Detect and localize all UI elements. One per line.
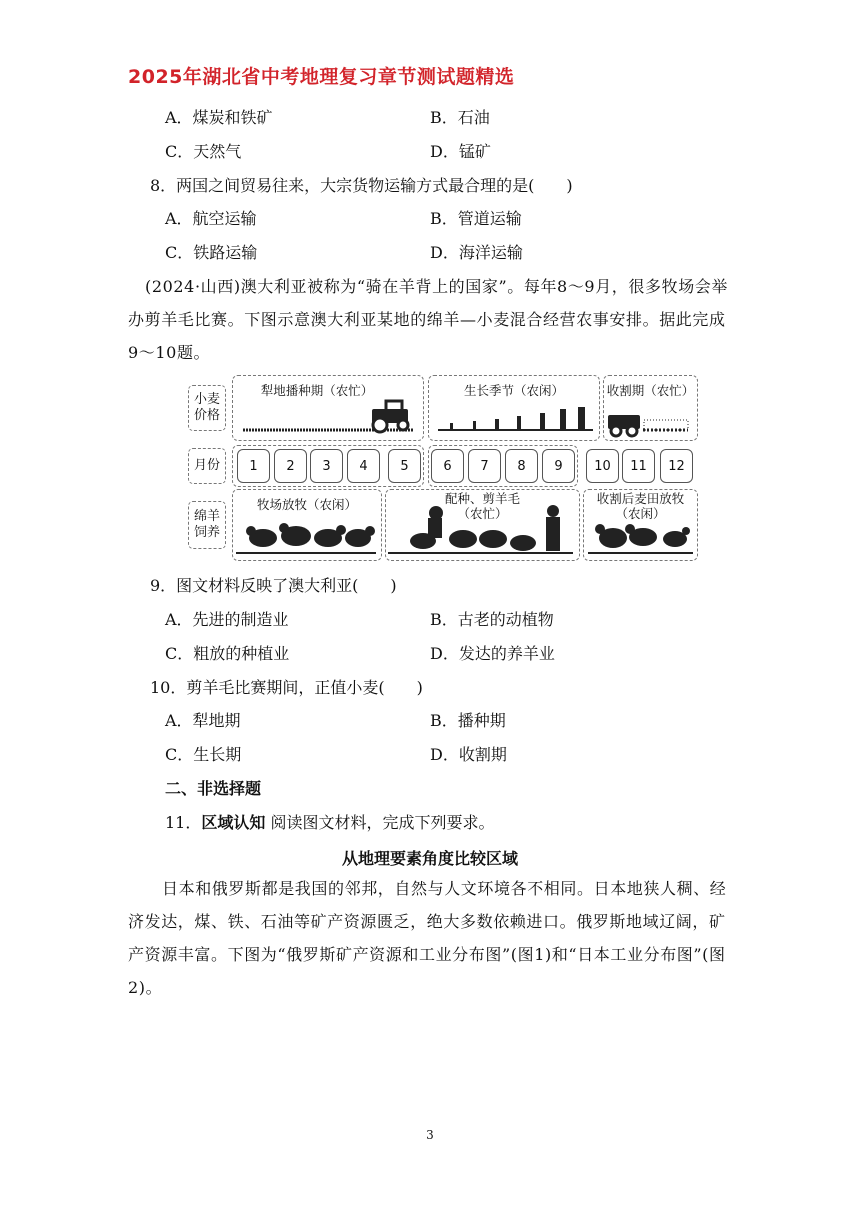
row-label-wheat: 小麦 价格: [188, 385, 226, 431]
q7-option-c[interactable]: C．天然气: [165, 142, 242, 161]
wheat-box-growing-label: 生长季节（农闲）: [463, 383, 564, 398]
q8-option-d[interactable]: D．海洋运输: [430, 243, 523, 262]
month-3: 3: [310, 449, 343, 483]
page-number: 3: [426, 1128, 434, 1142]
q10-option-d[interactable]: D．收割期: [430, 745, 507, 764]
row-label-sheep: 绵羊 饲养: [188, 501, 226, 549]
q9-stem: 9．图文材料反映了澳大利亚( ): [150, 576, 397, 595]
q7-option-b[interactable]: B．石油: [430, 108, 490, 127]
q10-option-a[interactable]: A．犁地期: [165, 711, 241, 730]
q7-option-a[interactable]: A．煤炭和铁矿: [165, 108, 273, 127]
month-12: 12: [660, 449, 693, 483]
wheat-box-plowing-label: 犁地播种期（农忙）: [260, 383, 374, 398]
farming-schedule-diagram: [188, 373, 700, 565]
q7-option-d[interactable]: D．锰矿: [430, 142, 491, 161]
material-intro: (2024·山西)澳大利亚被称为“骑在羊背上的国家”。每年8～9月，很多牧场会举办剪羊毛比赛。下图示意澳大利亚某地的绵羊—小麦混合经营农事安排。据此完成9～10题。: [128, 277, 729, 362]
q8-option-a[interactable]: A．航空运输: [165, 209, 257, 228]
reading-text: 日本和俄罗斯都是我国的邻邦，自然与人文环境各不相同。日本地狭人稠、经济发达，煤、铁、石油等矿产资源匮乏，绝大多数依赖进口。俄罗斯地域辽阔，矿产资源丰富。下图为“俄罗斯矿产资源和工业分布图”(图1)和“日本工业分布图”(图2)。: [128, 879, 727, 997]
q8-option-c[interactable]: C．铁路运输: [165, 243, 258, 262]
section-2-title: 二、非选择题: [165, 779, 262, 798]
wheat-box-harvest-label: 收割期（农忙）: [606, 383, 695, 398]
q9-option-a[interactable]: A．先进的制造业: [165, 610, 289, 629]
sheep-box-grazing-label: 牧场放牧（农闲）: [256, 497, 357, 512]
harvester-icon: [608, 415, 640, 436]
month-group-1: [232, 445, 424, 487]
q11-number: 11．: [165, 813, 202, 832]
month-9: 9: [542, 449, 575, 483]
row-label-month: 月份: [188, 448, 226, 484]
q11-tag: 区域认知: [201, 813, 266, 832]
q8-option-b[interactable]: B．管道运输: [430, 209, 522, 228]
q9-option-d[interactable]: D．发达的养羊业: [430, 644, 555, 663]
month-group-2: [428, 445, 578, 487]
sheep-box-breeding-shearing-label: 配种、剪羊毛 （农忙）: [444, 491, 520, 521]
q11-line: [165, 813, 495, 833]
q11-stem: 阅读图文材料，完成下列要求。: [270, 813, 495, 832]
q9-option-b[interactable]: B．古老的动植物: [430, 610, 554, 629]
q10-option-b[interactable]: B．播种期: [430, 711, 506, 730]
month-8: 8: [505, 449, 538, 483]
tractor-icon: [372, 401, 408, 432]
q10-option-c[interactable]: C．生长期: [165, 745, 242, 764]
sheep-box-stubble-grazing-label: 收割后麦田放牧 （农闲）: [596, 491, 685, 521]
month-11: 11: [622, 449, 655, 483]
month-10: 10: [586, 449, 619, 483]
page-header-title: 2025年湖北省中考地理复习章节测试题精选: [128, 66, 515, 88]
q10-stem: 10．剪羊毛比赛期间，正值小麦( ): [150, 678, 423, 697]
month-1: 1: [237, 449, 270, 483]
month-7: 7: [468, 449, 501, 483]
reading-title: 从地理要素角度比较区域: [341, 849, 518, 868]
q8-stem: 8．两国之间贸易往来，大宗货物运输方式最合理的是( ): [150, 176, 573, 195]
q9-option-c[interactable]: C．粗放的种植业: [165, 644, 290, 663]
month-2: 2: [274, 449, 307, 483]
month-6: 6: [431, 449, 464, 483]
month-5: 5: [388, 449, 421, 483]
month-4: 4: [347, 449, 380, 483]
